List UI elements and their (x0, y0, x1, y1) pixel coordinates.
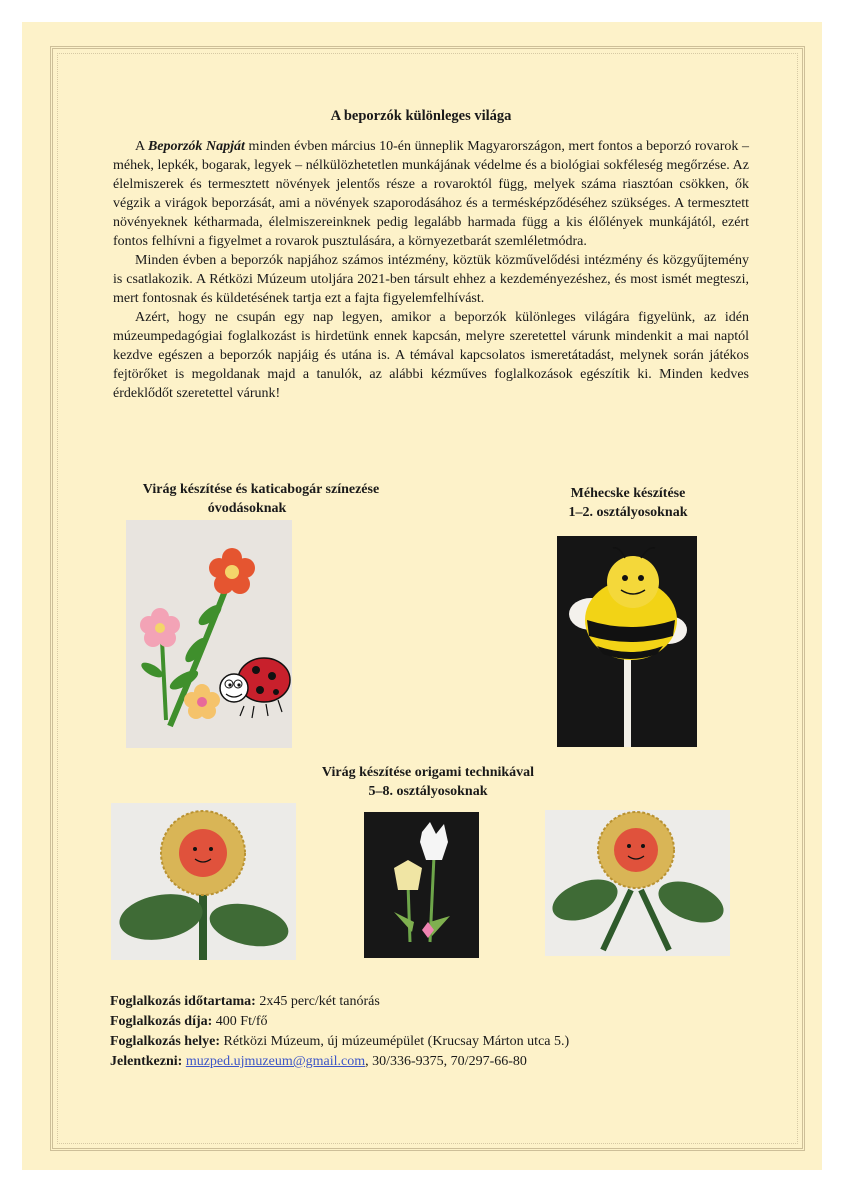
fee-row (110, 1012, 569, 1032)
intro-text: minden évben március 10-én ünneplik Magyarországon, mert fontos a beporzó rovarok – méhek, lepkék, bogarak, legyek – nélkülözhetetlen munkájának védelme és a biológiai sokféleség megőrzése. Az élelmiszerek és termesztett növények jelentős része a rovaroktól függ, melyek száma riasztóan csökken, ők végzik a virágok beporzását, ami a növények szaporodásához és a termésképződéséhez szükséges. A termesztett növényeknek kétharmada, élelmiszereinknek pedig legalább harmada függ a kis élőlények munkájától, ezért fontos felhívni a figyelmet a rovarok pusztulására, a környezetbarát szemléletmódra. (113, 139, 750, 249)
duration-value: 2x45 perc/két tanórás (255, 994, 380, 1009)
intro-paragraph (113, 137, 749, 251)
paragraph-2: Minden évben a beporzók napjához számos intézmény, köztük közművelődési intézmény és közgyűjtemény is csatlakozik. A Rétközi Múzeum utoljára 2021-ben társult ehhez a kezdeményezéshez, és most ismét megteszi, mert fontosnak és küldetésének tartja ezt a fajta figyelemfelhívást. (113, 253, 749, 306)
fee-value: 400 Ft/fő (212, 1014, 268, 1029)
email-link[interactable]: muzped.ujmuzeum@gmail.com (185, 1054, 366, 1069)
caption-bee-line1: Méhecske készítése (570, 486, 686, 501)
caption-flower-ladybug-line2: óvodásoknak (207, 501, 287, 516)
place-value: Rétközi Múzeum, új múzeumépület (Krucsay Márton utca 5.) (220, 1034, 570, 1049)
caption-flower-ladybug-line1: Virág készítése és katicabogár színezése (142, 482, 380, 497)
photo-origami-tulips (364, 812, 479, 958)
signup-row (110, 1052, 569, 1072)
article-body (113, 137, 749, 403)
photo-bee (557, 536, 697, 747)
signup-label: Jelentkezni: (110, 1054, 183, 1069)
photo-flower-ladybug (126, 520, 292, 748)
caption-origami-line1: Virág készítése origami technikával (321, 765, 535, 780)
caption-bee-line2: 1–2. osztályosoknak (568, 505, 688, 520)
photo-paper-flower-right (545, 810, 730, 956)
caption-bee (528, 484, 728, 522)
fee-label: Foglalkozás díja: (110, 1014, 213, 1029)
caption-origami-line2: 5–8. osztályosoknak (368, 784, 488, 799)
photo-paper-flower-left (111, 803, 296, 960)
duration-label: Foglalkozás időtartama: (110, 994, 256, 1009)
paragraph-3: Azért, hogy ne csupán egy nap legyen, amikor a beporzók különleges világára figyelünk, az idén múzeumpedagógiai foglalkozást is hirdetünk ennek kapcsán, melyre szeretettel várunk mindenkit a mai naptól kezdve egészen a beporzók napjáig és utána is. A témával kapcsolatos ismeretátadást, melynek során játékos fejtörőket is megoldanak majd a tanulók, az alábbi kézműves foglalkozások egészítik ki. Minden kedves érdeklődőt szeretettel várunk! (113, 310, 749, 401)
intro-lead: A (135, 139, 148, 154)
duration-row (110, 992, 569, 1012)
place-row (110, 1032, 569, 1052)
page-title: A beporzók különleges világa (330, 108, 512, 124)
phone-numbers: , 30/336-9375, 70/297-66-80 (365, 1054, 527, 1069)
caption-origami (288, 763, 568, 801)
place-label: Foglalkozás helye: (110, 1034, 221, 1049)
caption-flower-ladybug (96, 480, 426, 518)
info-block (110, 992, 569, 1072)
event-name: Beporzók Napját (147, 139, 245, 154)
